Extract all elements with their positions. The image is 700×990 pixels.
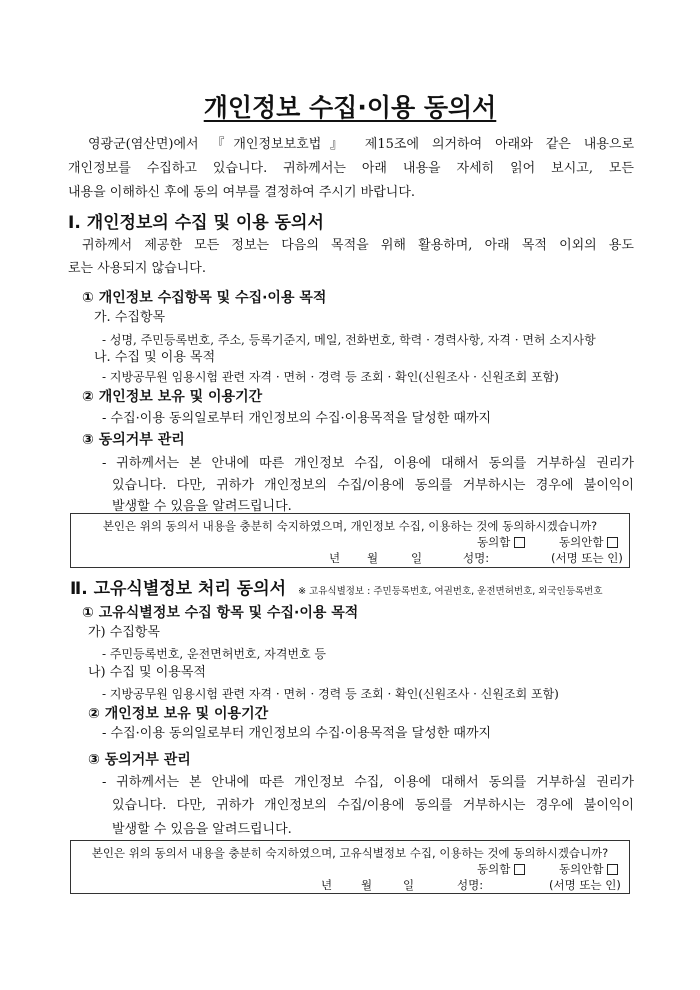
agree-label: 동의함 — [477, 535, 511, 549]
section1-item-a: 가. 수집항목 — [94, 310, 166, 325]
section2-heading-text: Ⅱ. 고유식별정보 처리 동의서 — [70, 579, 287, 599]
signature-label: (서명 또는 인) — [549, 878, 621, 892]
section1-sub3: ③ 동의거부 관리 — [82, 432, 185, 448]
section1-desc-2: 로는 사용되지 않습니다. — [68, 261, 206, 276]
page-title: 개인정보 수집·이용 동의서 — [203, 93, 497, 122]
section1-sub3-text-3: 발생할 수 있음을 알려드립니다. — [112, 499, 292, 514]
consent-question: 본인은 위의 동의서 내용을 충분히 숙지하였으며, 고유식별정보 수집, 이용하는 것에 동의하시겠습니까? — [91, 846, 609, 860]
section2-item-a: 가) 수집항목 — [88, 625, 160, 640]
section1-desc-1: 귀하께서 제공한 모든 정보는 다음의 목적을 위해 활용하며, 아래 목적 이외의 용도 — [82, 238, 634, 253]
section1-sub3-text-2: 있습니다. 다만, 귀하가 개인정보의 수집/이용에 동의를 거부하시는 경우에 불이익이 — [112, 478, 634, 493]
disagree-checkbox[interactable] — [607, 864, 618, 875]
section2-item-b: 나) 수집 및 이용목적 — [88, 665, 206, 680]
section2-sub2: ② 개인정보 보유 및 이용기간 — [88, 706, 269, 722]
intro-line-2: 개인정보를 수집하고 있습니다. 귀하께서는 아래 내용을 자세히 읽어 보시고, 모든 — [68, 161, 634, 176]
year-label: 년 — [321, 878, 333, 892]
day-label: 일 — [411, 551, 423, 565]
name-label: 성명: — [457, 878, 484, 892]
section2-sub2-text: - 수집·이용 동의일로부터 개인정보의 수집·이용목적을 달성한 때까지 — [102, 726, 492, 741]
disagree-option[interactable] — [559, 861, 618, 877]
section1-sub3-text-1: - 귀하께서는 본 안내에 따른 개인정보 수집, 이용에 대해서 동의를 거부하실 권리가 — [102, 456, 634, 471]
consent-question: 본인은 위의 동의서 내용을 충분히 숙지하였으며, 개인정보 수집, 이용하는 것에 동의하시겠습니까? — [102, 519, 598, 533]
disagree-checkbox[interactable] — [607, 537, 618, 548]
section2-sub3-text-1: - 귀하께서는 본 안내에 따른 개인정보 수집, 이용에 대해서 동의를 거부하실 권리가 — [102, 775, 634, 790]
disagree-option[interactable] — [559, 534, 618, 550]
section2-item-a-text: - 주민등록번호, 운전면허번호, 자격번호 등 — [102, 647, 327, 661]
section1-item-a-text: - 성명, 주민등록번호, 주소, 등록기준지, 메일, 전화번호, 학력 · 경력사항, 자격 · 면허 소지사항 — [102, 333, 596, 347]
section2-sub3: ③ 동의거부 관리 — [88, 752, 191, 768]
intro-line-3: 내용을 이해하신 후에 동의 여부를 결정하여 주시기 바랍니다. — [68, 185, 416, 200]
section2-sub3-text-3: 발생할 수 있음을 알려드립니다. — [112, 822, 292, 837]
section1-sub2-text: - 수집·이용 동의일로부터 개인정보의 수집·이용목적을 달성한 때까지 — [102, 411, 492, 426]
month-label: 월 — [361, 878, 373, 892]
section2-sub3-text-2: 있습니다. 다만, 귀하가 개인정보의 수집/이용에 동의를 거부하시는 경우에 불이익이 — [112, 798, 634, 813]
section1-item-b: 나. 수집 및 이용 목적 — [94, 350, 216, 365]
section2-item-b-text: - 지방공무원 임용시험 관련 자격 · 면허 · 경력 등 조회 · 확인(신원조사 · 신원조회 포함) — [102, 687, 559, 701]
agree-checkbox[interactable] — [514, 537, 525, 548]
day-label: 일 — [403, 878, 415, 892]
section1-sub2: ② 개인정보 보유 및 이용기간 — [82, 389, 263, 405]
signature-label: (서명 또는 인) — [551, 551, 623, 565]
section2-heading — [70, 578, 603, 603]
disagree-label: 동의안함 — [559, 535, 604, 549]
month-label: 월 — [367, 551, 379, 565]
agree-checkbox[interactable] — [514, 864, 525, 875]
section2-note: ※ 고유식별정보 : 주민등록번호, 여권번호, 운전면허번호, 외국인등록번호 — [298, 586, 603, 597]
intro-line-1: 영광군(염산면)에서 『개인정보보호법』 제15조에 의거하여 아래와 같은 내용으로 — [88, 137, 634, 152]
section2-consent-box — [70, 840, 630, 894]
agree-label: 동의함 — [477, 862, 511, 876]
section1-heading: Ⅰ. 개인정보의 수집 및 이용 동의서 — [68, 213, 324, 233]
section1-item-b-text: - 지방공무원 임용시험 관련 자격 · 면허 · 경력 등 조회 · 확인(신원조사 · 신원조회 포함) — [102, 370, 559, 384]
disagree-label: 동의안함 — [559, 862, 604, 876]
agree-option[interactable] — [477, 861, 525, 877]
section1-consent-box — [70, 513, 630, 568]
name-label: 성명: — [463, 551, 490, 565]
section2-sub1: ① 고유식별정보 수집 항목 및 수집·이용 목적 — [82, 605, 359, 621]
year-label: 년 — [329, 551, 341, 565]
section1-sub1: ① 개인정보 수집항목 및 수집·이용 목적 — [82, 290, 327, 306]
agree-option[interactable] — [477, 534, 525, 550]
